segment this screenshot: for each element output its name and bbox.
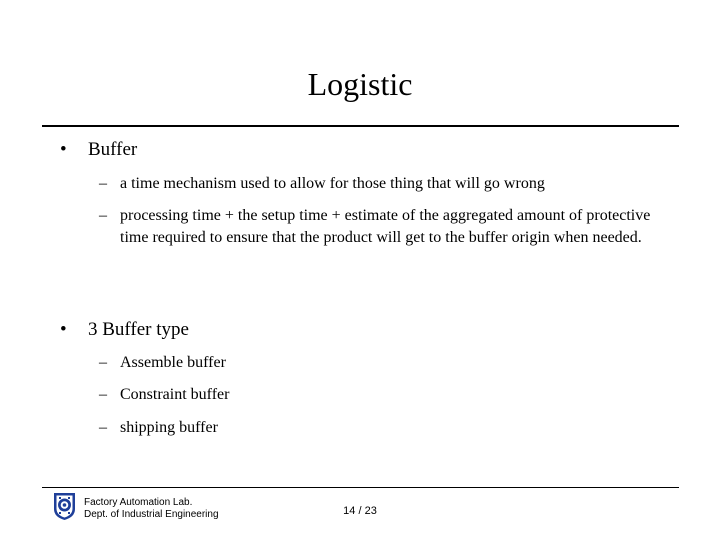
- sub-item-text: Constraint buffer: [120, 386, 230, 403]
- footer-department: Dept. of Industrial Engineering: [84, 509, 219, 520]
- sub-item: [99, 417, 659, 439]
- sub-item-text: Assemble buffer: [120, 354, 226, 371]
- title-divider: [42, 125, 679, 127]
- page-number: 14 / 23: [343, 505, 377, 517]
- dash-marker: –: [99, 207, 107, 224]
- footer-lab-name: Factory Automation Lab.: [84, 497, 193, 508]
- bullet-marker: •: [60, 139, 67, 160]
- dash-marker: –: [99, 354, 107, 371]
- bullet-heading: Buffer: [88, 139, 138, 160]
- sub-item-text: a time mechanism used to allow for those thing that will go wrong: [120, 175, 545, 192]
- sub-item: [99, 205, 659, 249]
- sub-item: [99, 384, 659, 406]
- university-emblem-icon: [51, 491, 78, 521]
- sub-item: [99, 352, 659, 374]
- slide-title: Logistic: [307, 66, 413, 102]
- sub-item-text: processing time + the setup time + estimate of the aggregated amount of protective time required to ensure that the product will get to the buffer origin when needed.: [120, 207, 651, 246]
- bullet-marker: •: [60, 319, 67, 340]
- sub-item: [99, 173, 659, 195]
- sub-item-text: shipping buffer: [120, 419, 218, 436]
- dash-marker: –: [99, 175, 107, 192]
- dash-marker: –: [99, 419, 107, 436]
- dash-marker: –: [99, 386, 107, 403]
- bullet-heading: 3 Buffer type: [88, 319, 189, 340]
- footer-divider: [42, 487, 679, 488]
